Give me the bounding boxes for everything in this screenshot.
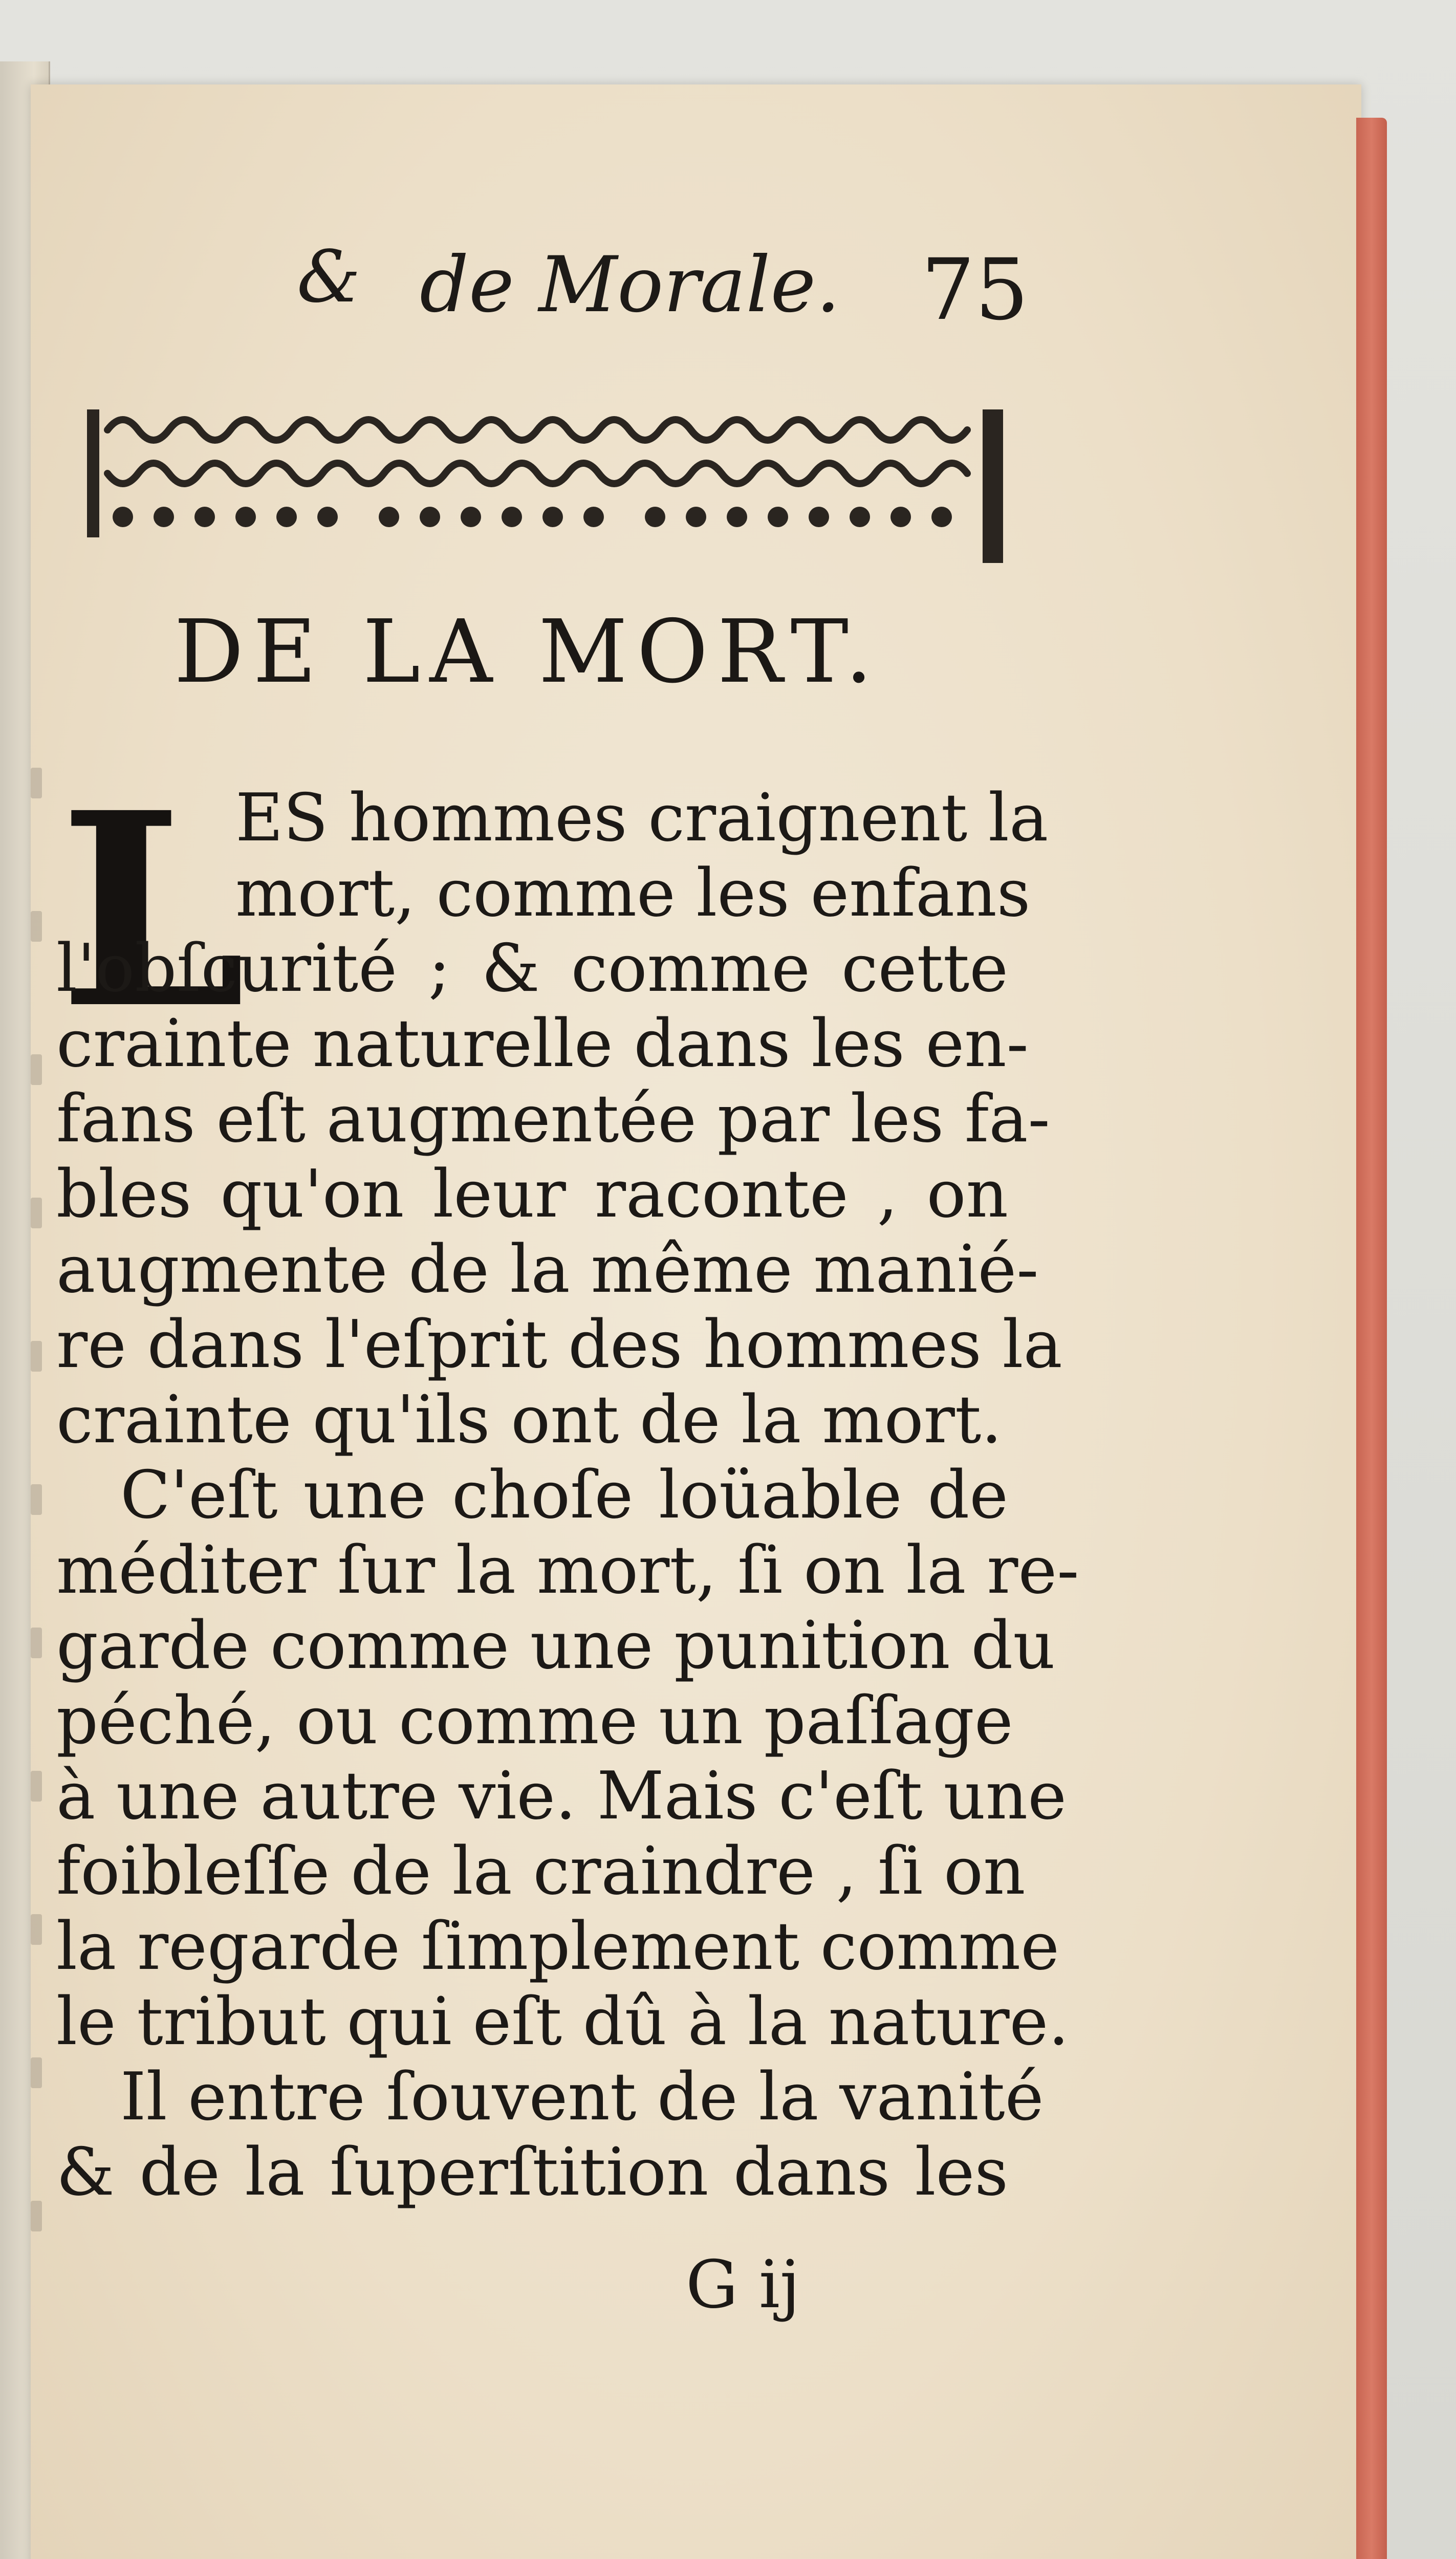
text-line: fans eſt augmentée par les fa-: [56, 1081, 1050, 1157]
running-head: [297, 220, 1013, 333]
text-line: la regarde ſimplement comme: [56, 1909, 1059, 1985]
text-line: garde comme une punition du: [56, 1608, 1055, 1684]
body-text: [56, 754, 1079, 2210]
red-page-edge: [1356, 118, 1387, 2559]
text-line: foibleſſe de la craindre , ſi on: [56, 1833, 1026, 1910]
text-line: à une autre vie. Mais c'eſt une: [56, 1758, 1067, 1834]
running-head-title: de Morale.: [420, 241, 840, 330]
text-line: ES hommes craignent la: [235, 780, 1049, 856]
text-line: bles qu'on leur raconte , on: [56, 1156, 1008, 1232]
text-line: & de la ſuperſtition dans les: [56, 2134, 1008, 2210]
text-line: Il entre ſouvent de la vanité: [120, 2059, 1044, 2135]
text-line: l'obſcurité ; & comme cette: [56, 930, 1008, 1007]
text-line: péché, ou comme un paſſage: [56, 1683, 1013, 1759]
text-line: crainte naturelle dans les en-: [56, 1006, 1029, 1082]
signature-mark: G ij: [686, 2247, 800, 2323]
text-line: C'eſt une choſe loüable de: [120, 1457, 1008, 1533]
ornament-headpiece: [77, 389, 1018, 573]
text-line: méditer ſur la mort, ſi on la re-: [56, 1532, 1079, 1609]
text-line: crainte qu'ils ont de la mort.: [56, 1382, 1002, 1458]
text-line: augmente de la même manié-: [56, 1231, 1039, 1308]
text-line: mort, comme les enfans: [235, 855, 1031, 931]
text-line: le tribut qui eſt dû à la nature.: [56, 1984, 1069, 2060]
drop-capital: L: [59, 754, 246, 1067]
page-number: 75: [921, 241, 1029, 339]
ampersand: &: [297, 235, 361, 319]
chapter-heading: DE LA MORT.: [174, 601, 882, 703]
text-line: re dans l'eſprit des hommes la: [56, 1307, 1062, 1383]
